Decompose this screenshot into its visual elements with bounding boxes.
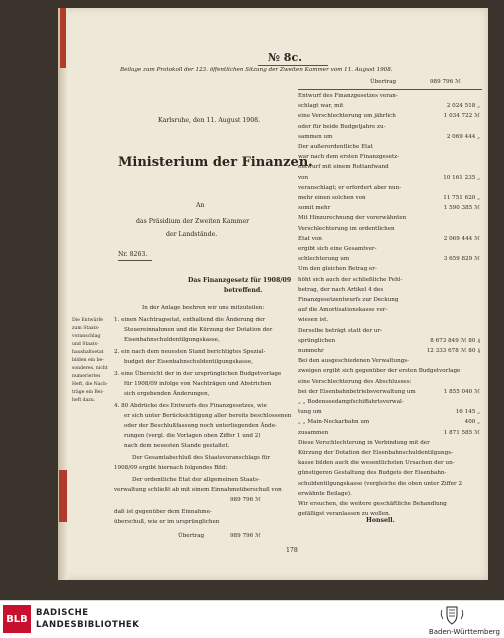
- margin-note-line: Heft, die Nach-: [72, 382, 108, 387]
- right-text-line: gefälligst veranlassen zu wollen.: [298, 511, 391, 518]
- right-text-line: „ „ Main-Neckarbahn um: [298, 419, 370, 426]
- body-line: für 1908/09 infolge von Nachträgen und Abstrichen: [124, 381, 272, 387]
- right-text-line: Der außerordentliche Etat: [298, 144, 374, 150]
- right-text-line: Verschlechterung im ordentlichen: [298, 225, 395, 232]
- right-text-line: sprünglichen: [298, 337, 336, 344]
- body-line: 1. einen Nachtragsetat, enthaltend die Änderung der: [114, 317, 266, 323]
- right-text-line: schuldentilgungskasse (vergleiche die oben unter Ziffer 2: [298, 480, 463, 487]
- right-amount: 1 590 385 ℳ: [443, 205, 480, 212]
- addressee-line-2: der Landstände.: [166, 231, 218, 238]
- edge-mark: [59, 470, 67, 522]
- body-line: Steuereinnahmen und die Kürzung der Dotation der: [124, 327, 273, 333]
- right-amount: 1 034 722 ℳ: [443, 113, 480, 120]
- right-text-line: somit mehr: [298, 205, 331, 212]
- right-header-rule: [298, 89, 482, 90]
- right-amount: 11 751 620 „: [443, 195, 480, 201]
- right-carry-label: Übertrag: [370, 79, 397, 85]
- right-amount: 1 855 040 ℳ: [443, 388, 480, 395]
- right-text-line: schlagt war, mit: [298, 103, 344, 110]
- region-label: Baden-Württemberg: [428, 628, 500, 636]
- right-text-line: war nach dem ersten Finanzgesetz-: [298, 154, 400, 161]
- document-page: [58, 8, 488, 580]
- right-text-line: zusammen: [298, 429, 329, 436]
- right-amount: 12 333 678 ℳ 80 ₰: [426, 348, 480, 354]
- right-text-line: veranschlagt; er erfordert aber nun-: [298, 184, 402, 191]
- right-text-line: zweigen ergibt sich gegenüber der ersten Budgetvorlage: [298, 368, 461, 375]
- body-line: nach dem neuesten Stande gestaltet.: [124, 443, 230, 449]
- addressee-line-1: das Präsidium der Zweiten Kammer: [136, 218, 250, 225]
- right-text-line: Mit Hinzurechnung der vorerwähnten: [298, 215, 407, 222]
- right-amount: 2 069 444 ℳ: [443, 235, 480, 242]
- body-line: 2. ein nach dem neuesten Stand berichtigtes Spezial-: [114, 349, 266, 355]
- footer-bar: [0, 600, 504, 638]
- body-line: In der Anlage beehren wir uns mitzuteilen:: [142, 305, 265, 311]
- carry-value: 989 796 ℳ: [230, 533, 261, 539]
- right-text-line: erwähnte Beilage).: [298, 490, 352, 497]
- right-text-line: eine Verschlechterung um jährlich: [298, 113, 396, 120]
- right-text-line: entwurf mit einem Rottanfwand: [298, 164, 389, 171]
- page-number: 178: [286, 547, 298, 554]
- coat-of-arms-icon: [438, 604, 466, 626]
- right-amount: 16 145 „: [455, 409, 480, 416]
- subject-line-2: betreffend.: [224, 287, 263, 294]
- right-carry-value: 989 796 ℳ: [430, 79, 461, 85]
- right-amount: 2 069 444 „: [446, 133, 480, 140]
- right-text-line: nunmehr: [298, 348, 324, 354]
- right-text-line: wiesen ist.: [298, 317, 329, 324]
- right-text-line: günstigeren Gestaltung des Budgets der Eisenbahn-: [298, 470, 447, 477]
- body-line: verwaltung schließt ab mit einem Einnahmeüberschuß von: [114, 487, 282, 493]
- right-text-line: oder für beide Budgetjahre zu-: [298, 123, 386, 130]
- library-name-line-2: LANDESBIBLIOTHEK: [36, 620, 140, 630]
- margin-note-line: numeriertes: [72, 374, 101, 379]
- right-text-line: betrag, der nach Artikel 4 des: [298, 286, 384, 293]
- right-text-line: Diese Verschlechterung in Verbindung mit der: [298, 439, 430, 446]
- an-label: An: [196, 202, 205, 209]
- right-text-line: Etat von: [298, 235, 322, 242]
- right-text-line: Finanzgesetzentwurfs zur Deckung: [298, 297, 399, 303]
- body-line: er sich unter Berücksichtigung aller bereits beschlossenen: [124, 413, 292, 419]
- body-line: überschuß, wie er im ursprünglichen: [114, 519, 220, 525]
- right-text-line: Um den gleichen Betrag er-: [298, 266, 377, 273]
- body-line: 1908/09 ergibt hiernach folgendes Bild:: [114, 465, 228, 471]
- right-text-line: sammen um: [298, 133, 333, 140]
- right-amount: 2 024 518 „: [446, 103, 480, 110]
- body-line: 3. eine Übersicht der in der ursprünglichen Budgetvorlage: [114, 371, 282, 377]
- right-text-line: auf die Amortisationskasse ver-: [298, 307, 388, 314]
- number-rule: [258, 65, 328, 66]
- body-line: budget der Eisenbahnschuldentilgungskasse,: [124, 359, 253, 365]
- margin-note-line: heft dazu.: [72, 398, 96, 403]
- margin-note-line: bilden ein be-: [72, 358, 104, 363]
- right-text-line: Entwurf des Finanzgesetzes veran-: [298, 93, 398, 99]
- body-line: rungen (vergl. die Vorlagen oben Ziffer 1 und 2): [124, 433, 261, 439]
- blb-logo: BLB: [3, 605, 31, 633]
- right-amount: 400 „: [464, 419, 480, 426]
- body-line: Eisenbahnschuldentilgungskasse,: [124, 337, 220, 343]
- right-text-line: „ „ Bodenseedampfschiffahrtsverwal-: [298, 399, 404, 405]
- ministry-title: Ministerium der Finanzen.: [118, 155, 313, 170]
- right-text-line: von: [298, 174, 309, 181]
- body-line: oder der Beschlußfassung noch unterliegenden Ände-: [124, 423, 277, 429]
- right-text-line: tung um: [298, 409, 322, 416]
- margin-note-line: voranschlag: [72, 334, 101, 339]
- margin-note-line: haushaltsetat: [72, 350, 104, 355]
- margin-note-line: und Staats-: [72, 342, 99, 347]
- right-text-line: bei der Eisenbahnbetriebsverwaltung um: [298, 388, 416, 395]
- body-line: Der Gesamtabschluß des Staatsvoranschlags für: [132, 455, 271, 461]
- place-date: Karlsruhe, den 11. August 1908.: [158, 117, 261, 124]
- bookmark-ribbon: [60, 8, 66, 68]
- right-text-line: Wir ersuchen, die weitere geschäftliche Behandlung: [298, 501, 447, 507]
- right-text-line: kasse bilden auch die wesentlichsten Ursachen der un-: [298, 460, 455, 467]
- body-line: daß ist gegenüber dem Einnahme-: [114, 509, 212, 515]
- reference-rule: [118, 260, 152, 261]
- right-text-line: eine Verschlechterung des Abschlusses:: [298, 378, 412, 385]
- signature: Honsell.: [366, 517, 395, 524]
- right-text-line: ergibt sich eine Gesamtver-: [298, 246, 377, 252]
- reference-number: Nr. 8263.: [118, 251, 148, 258]
- body-line: sich ergebenden Änderungen,: [124, 391, 210, 397]
- right-amount: 10 161 235 „: [443, 174, 480, 181]
- right-amount: 3 659 829 ℳ: [443, 256, 480, 263]
- subject-line-1: Das Finanzgesetz für 1908/09: [188, 277, 292, 284]
- right-text-line: Kürzung der Dotation der Eisenbahnschuldentilgungs-: [298, 450, 453, 456]
- carry-label: Übertrag: [178, 533, 205, 539]
- body-line: 4. 80 Abdrücke des Entwurfs des Finanzgesetzes, wie: [114, 403, 267, 409]
- right-text-line: höht sich auch der schließliche Fehl-: [298, 276, 403, 283]
- library-name-line-1: BADISCHE: [36, 608, 89, 618]
- right-text-line: schlechterung um: [298, 256, 350, 263]
- right-amount: 8 673 849 ℳ 80 ₰: [430, 337, 480, 344]
- right-text-line: Derselbe beträgt statt der ur-: [298, 327, 383, 334]
- document-number: № 8c.: [268, 51, 302, 64]
- margin-note-line: Die Entwürfe: [72, 318, 103, 323]
- right-text-line: Bei den ausgeschiedenen Verwaltungs-: [298, 358, 410, 365]
- body-line: Der ordentliche Etat der allgemeinen Staats-: [132, 477, 260, 483]
- document-subtitle: Beilage zum Protokoll der 123. öffentlichen Sitzung der Zweiten Kammer vom 11. August 1908.: [120, 67, 393, 73]
- right-text-line: mehr einen solchen von: [298, 195, 366, 201]
- margin-note-line: zum Staats-: [72, 326, 100, 331]
- right-amount: 1 871 585 ℳ: [443, 429, 480, 436]
- margin-note-line: träge ein Bei-: [72, 390, 104, 395]
- margin-note-line: sonderes, nicht: [72, 366, 108, 371]
- amount-value: 989 796 ℳ: [230, 497, 261, 503]
